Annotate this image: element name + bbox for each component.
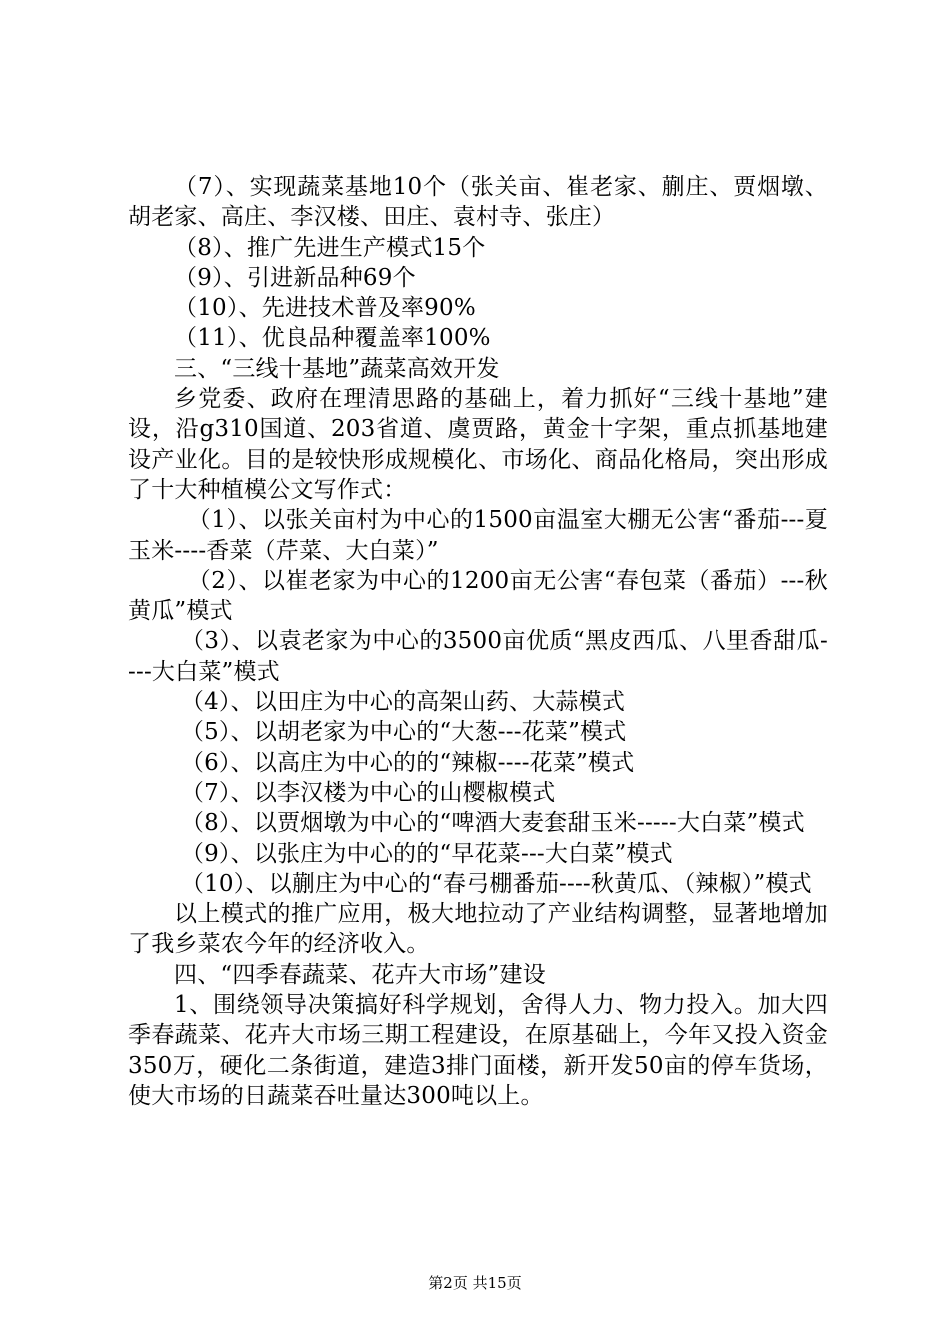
section-heading: 四、“四季春蔬菜、花卉大市场”建设 [174, 961, 546, 988]
list-item: （3）、以袁老家为中心的3500亩优质“黑皮西瓜、八里香甜瓜----大白菜”模式 [128, 628, 828, 685]
list-item: （8）、推广先进生产模式15个 [174, 234, 486, 261]
list-item: （9）、以张庄为中心的的“早花菜---大白菜”模式 [180, 840, 673, 867]
body-paragraph: 乡党委、政府在理清思路的基础上，着力抓好“三线十基地”建设，沿g310国道、203省道、虞贾路，黄金十字架，重点抓基地建设产业化。目的是较快形成规模化、市场化、商品化格局，突出形成了十大种植模公文写作式： [128, 386, 828, 503]
list-item: （4）、以田庄为中心的高架山药、大蒜模式 [180, 689, 626, 716]
list-item: （1）、以张关亩村为中心的1500亩温室大棚无公害“番茄---夏玉米----香菜（芹菜、大白菜）” [128, 507, 828, 564]
list-item: （2）、以崔老家为中心的1200亩无公害“春包菜（番茄）---秋黄瓜”模式 [128, 567, 828, 625]
list-item: （9）、引进新品种69个 [174, 264, 416, 291]
body-paragraph: 1、围绕领导决策搞好科学规划，舍得人力、物力投入。加大四季春蔬菜、花卉大市场三期工程建设，在原基础上，今年又投入资金350万，硬化二条街道，建造3排门面楼，新开发50亩的停车货场，使大市场的日蔬菜吞吐量达300吨以上。 [128, 992, 828, 1109]
list-item: （8）、以贾烟墩为中心的“啤酒大麦套甜玉米-----大白菜”模式 [180, 810, 805, 837]
body-paragraph: 以上模式的推广应用，极大地拉动了产业结构调整，显著地增加了我乡菜农今年的经济收入。 [128, 901, 828, 958]
list-item: （11）、优良品种覆盖率100% [174, 325, 491, 352]
list-item: （5）、以胡老家为中心的“大葱---花菜”模式 [180, 719, 627, 746]
document-body [128, 172, 828, 1111]
list-item: （7）、实现蔬菜基地10个（张关亩、崔老家、蒯庄、贾烟墩、胡老家、高庄、李汉楼、田庄、袁村寺、张庄） [128, 174, 828, 231]
page-number: 第2页 共15页 [428, 1274, 522, 1292]
list-item: （10）、先进技术普及率90% [174, 295, 476, 322]
section-heading: 三、“三线十基地”蔬菜高效开发 [174, 355, 500, 382]
page-footer [0, 1272, 950, 1293]
list-item: （6）、以高庄为中心的的“辣椒----花菜”模式 [180, 749, 635, 776]
list-item: （10）、以蒯庄为中心的“春弓棚番茄----秋黄瓜、（辣椒）”模式 [180, 870, 812, 897]
list-item: （7）、以李汉楼为中心的山樱椒模式 [180, 779, 556, 806]
